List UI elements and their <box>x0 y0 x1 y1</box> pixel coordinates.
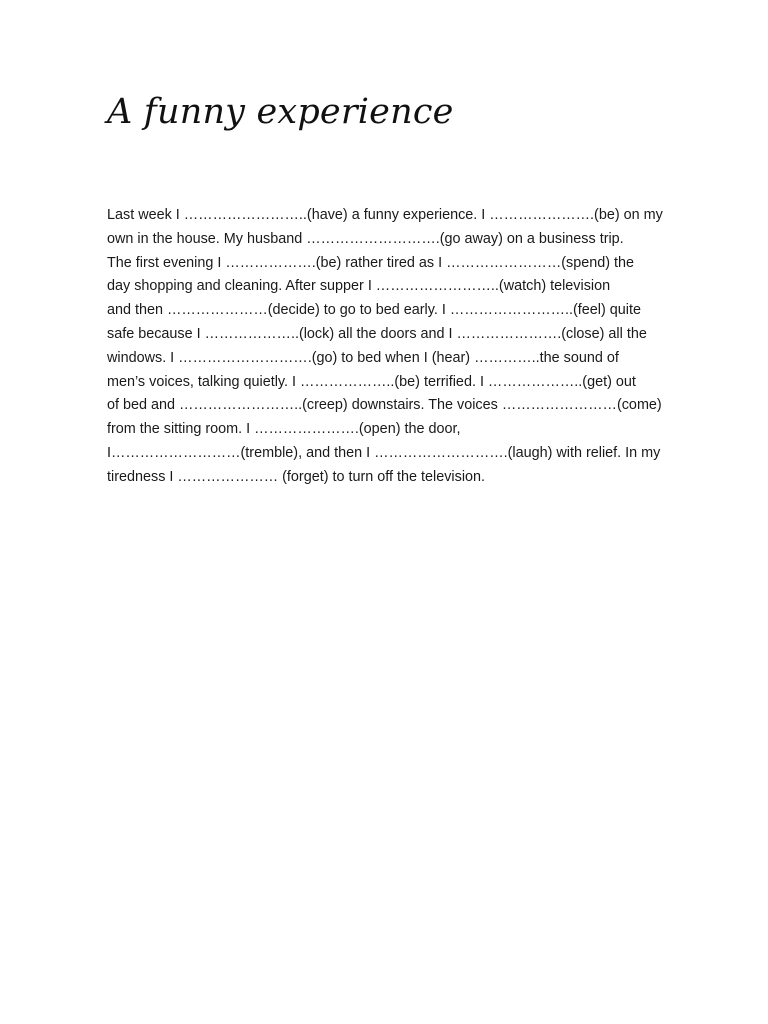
paragraph-line: of bed and ……………………..(creep) downstairs. The voices ……………………(come) <box>107 397 662 414</box>
paragraph-line: tiredness I ………………… (forget) to turn off the television. <box>107 468 486 485</box>
paragraph-line: day shopping and cleaning. After supper I ……………………..(watch) television <box>107 278 611 295</box>
paragraph-line: The first evening I ……………….(be) rather tired as I ……………………(spend) the <box>107 254 635 271</box>
paragraph-line: men’s voices, talking quietly. I ………………..(be) terrified. I ………………..(get) out <box>107 373 636 390</box>
paragraph-line: Last week I ……………………..(have) a funny experience. I ………………….(be) on my <box>107 207 663 223</box>
paragraph-line: safe because I ………………..(lock) all the doors and I ………………….(close) all the <box>107 325 647 342</box>
paragraph-line: own in the house. My husband ……………………….(go away) on a business trip. <box>107 230 624 247</box>
document-title: A funny experience <box>107 92 454 132</box>
exercise-paragraph <box>107 204 667 490</box>
paragraph-line: and then …………………(decide) to go to bed early. I ……………………..(feel) quite <box>107 302 641 319</box>
paragraph-line: windows. I ……………………….(go) to bed when I (hear) …………..the sound of <box>107 349 619 366</box>
paragraph-line: I………………………(tremble), and then I ……………………….(laugh) with relief. In my <box>107 444 661 461</box>
paragraph-line: from the sitting room. I ………………….(open) the door, <box>107 421 461 438</box>
